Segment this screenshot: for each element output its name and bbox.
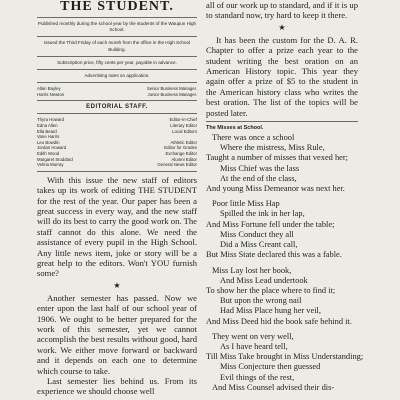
staff-name: Ella Beard [37,128,57,134]
staff-role: Athletic Editor [170,139,197,145]
staff-role: Exchange Editor [165,150,197,156]
poem-line: At the end of the class, [220,173,297,183]
staff-name: Margaret Stoddard [37,156,73,162]
poem-line: Evil things of the rest, [220,372,295,382]
poem-body [206,133,364,393]
poem-line: Did a Miss Creant call, [220,240,298,250]
staff-name: Jordan Howard [37,145,67,151]
divider [37,113,197,114]
poem-line: Spilled the ink in her lap, [220,209,305,219]
poem-line: Till Miss Take brought in Miss Understanding; [206,352,364,362]
poem-line: But upon the wrong nail [220,296,302,306]
staff-role: Editor for Grades [164,145,197,151]
poem-line: Miss Conjecture then guessed [220,362,321,372]
business-managers [37,86,197,97]
poem-title: The Misses at School. [206,125,264,132]
editorial-paragraph: Another semester has passed. Now we enter upon the last half of our school year of 1906. We ought to be better prepared for the work of this semester, yet we cannot accomplish the best results without good, hard work. We either move forward or backward and it depends on each one to determine which course to take. [37,292,197,376]
staff-role: Senior Business Manager. [146,86,197,92]
poem-line: To show her the place where to find it; [206,285,336,295]
subscription-info: Subscription price, fifty cents per year, payable in advance. [57,59,177,65]
staff-role: Local Editors [172,128,197,134]
staff-name: Vane Harris [37,134,60,140]
poem-line: Miss Lay lost her book, [212,265,292,275]
editorial-staff-list [37,117,197,167]
staff-name: Edna Allen [37,123,58,128]
divider [37,69,197,70]
poem-line: Poor little Miss Hap [212,199,280,209]
publisher-info: Published monthly during the school year by the students of the Waupun High School. [37,21,197,33]
staff-role: General News Editor [157,162,197,168]
poem-line: And Miss Counsel advised their dis- [212,382,335,392]
poem-line: Taught a number of misses that vexed her; [206,153,348,163]
issue-info: Issued the Third Friday of each month from the office in the High School Building. [43,40,191,52]
staff-name: Velma Murray [37,162,64,168]
divider [206,121,358,122]
poem-line: And Miss Fortune fell under the table; [206,219,335,229]
masthead: THE STUDENT. [60,0,174,14]
right-column [206,0,364,393]
staff-name: Leo Bowdin [37,139,60,145]
editorial-staff-title: EDITORIAL STAFF. [86,104,148,111]
staff-row [37,162,197,168]
poem-line: Had Miss Place hung her veil, [220,306,321,316]
section-star-icon: ★ [278,22,286,32]
poem-line: Miss Conduct they all [220,229,294,239]
staff-name: Harris Newton [37,91,65,97]
advertising-info: Advertising rates on application. [84,73,150,79]
continued-text: all of our work up to standard, and if it is up to standard now, try hard to keep it there. [206,0,358,21]
dar-prize-paragraph: It has been the custom for the D. A. R. Chapter to offer a prize each year to the student writing the best oration on an American History topic. This year they again offer a prize of $5 to the student in the American history class who writes the best oration. The list of the topics will be posted later. [206,34,358,118]
left-column [37,0,197,397]
editorial-paragraph: With this issue the new staff of editors takes up its work of editing THE STUDENT for the rest of the year. Our paper has been a great success in every way, and the new staff will do its best to carry the good work on. The staff cannot do this alone. We need the assistance of every pupil in the High School. Any little news item, joke or story will be a great help to the editors. Won't YOU furnish some? [37,174,197,279]
staff-name: Allan Bayley [37,86,61,92]
poem-line: There was once a school [212,133,295,143]
poem-line: And young Miss Demeanor was next her. [206,184,345,194]
editorial-paragraph: Last semester lies behind us. From its experience we should choose well [37,376,197,397]
divider [37,171,197,172]
staff-role: Literary Editor [170,123,197,128]
poem-line: And Miss Lead undertook [220,275,308,285]
poem-line: Where the mistress, Miss Rule, [220,143,325,153]
section-star-icon: ★ [113,280,121,290]
divider [37,36,197,37]
staff-name: Thyra Howard [37,117,64,123]
staff-role: Junior Business Manager. [147,91,197,97]
poem-line: But Miss State declared this was a fable. [206,250,342,260]
poem-line: Miss Chief was the lass [220,163,300,173]
staff-name: Edith Wood [37,150,60,156]
staff-row [37,92,197,98]
poem-line: They went on very well, [212,331,294,341]
divider [37,17,197,18]
divider [37,82,197,83]
divider [37,100,197,101]
poem-line: And Miss Deed hid the book safe behind it. [206,316,352,326]
staff-role: Editor-in-Chief [169,117,197,123]
staff-role: Alumni Editor [171,156,197,162]
poem-line: As I have heard tell, [220,341,288,351]
divider [37,56,197,57]
